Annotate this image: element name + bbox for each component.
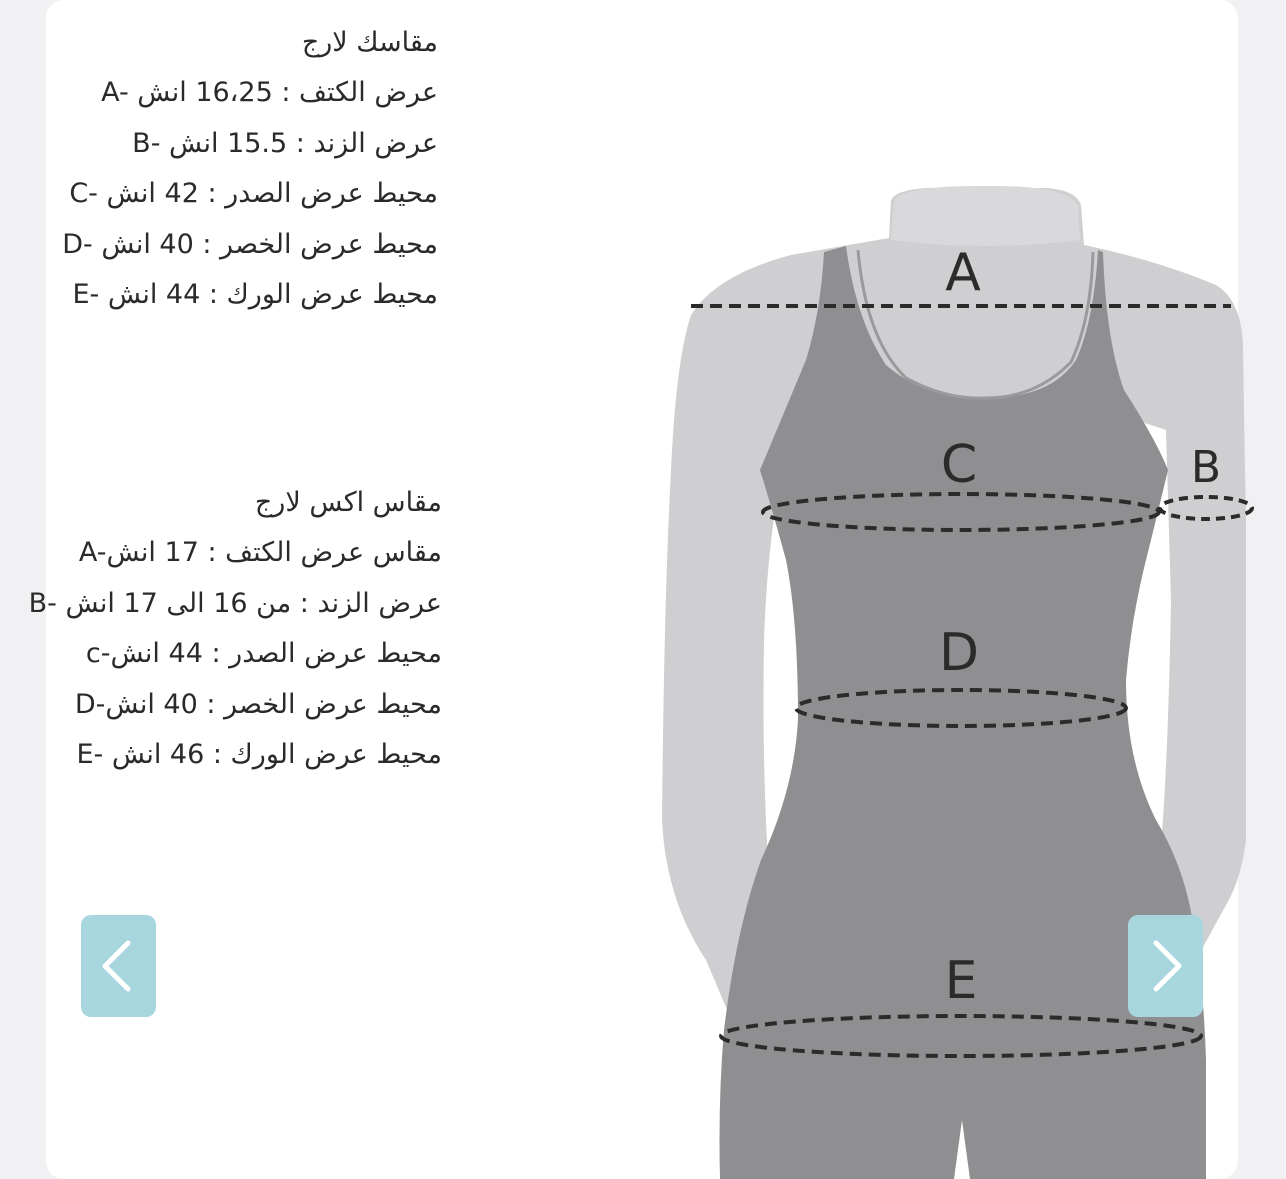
label-d: D (938, 623, 980, 683)
product-image-card (28, 0, 1238, 1179)
size-large-block (62, 26, 438, 329)
previous-image-button[interactable] (81, 915, 156, 1017)
size-xl-waist: D-محيط عرض الخصر : 40 انش (74, 688, 442, 720)
size-xl-title: مقاس اكس لارج (254, 487, 442, 518)
size-large-chest: C- محيط عرض الصدر : 42 انش (69, 178, 438, 209)
size-large-waist: D- محيط عرض الخصر : 40 انش (62, 228, 438, 260)
size-xl-hip: E- محيط عرض الورك : 46 انش (76, 739, 442, 770)
body-measurement-diagram (606, 170, 1286, 1179)
chevron-left-icon (81, 915, 156, 1017)
size-large-arm: B- عرض الزند : 15.5 انش (132, 127, 438, 159)
size-xl-block (29, 486, 442, 789)
size-large-hip: E- محيط عرض الورك : 44 انش (72, 279, 438, 310)
size-large-title: مقاسك لارج (301, 27, 438, 58)
label-e: E (944, 951, 978, 1011)
size-xl-arm: B- عرض الزند : من 16 الى 17 انش (28, 587, 442, 619)
label-b: B (1190, 442, 1222, 493)
label-c: C (940, 435, 978, 495)
label-a: A (945, 243, 981, 303)
next-image-button[interactable] (1128, 915, 1203, 1017)
size-xl-shoulder: A-مقاس عرض الكتف : 17 انش (78, 537, 442, 568)
size-xl-chest: c-محيط عرض الصدر : 44 انش (85, 638, 442, 669)
size-large-shoulder: A- عرض الكتف : 16،25 انش (101, 77, 438, 108)
chevron-right-icon (1128, 915, 1203, 1017)
